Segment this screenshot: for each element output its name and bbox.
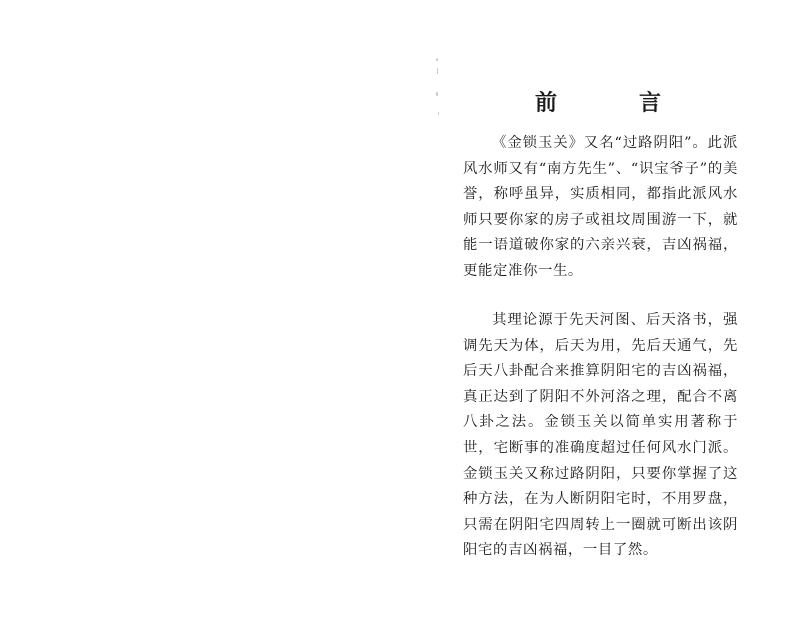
scan-mark xyxy=(438,112,439,115)
preface-paragraph-2: 其理论源于先天河图、后天洛书，强调先天为体，后天为用，先后天通气，先后天八卦配合来推算阴阳宅的吉凶祸福，真正达到了阴阳不外河洛之理，配合不离八卦之法。金锁玉关以简单实用著称于世，宅断事的准确度超过任何风水门派。金锁玉关又称过路阴阳，只要你掌握了这种方法，在为人断阴阳宅时，不用罗盘，只需在阴阳宅四周转上一圈就可断出该阴阳宅的吉凶祸福，一目了然。 xyxy=(463,312,738,559)
scan-mark xyxy=(436,92,438,96)
preface-paragraph-1: 《金锁玉关》又名“过路阴阳”。此派风水师又有“南方先生”、“识宝爷子”的美誉，称呼虽异，实质相同，都指此派风水师只要你家的房子或祖坟周围游一下，就能一语道破你家的六亲兴衰，吉凶祸福，更能定准你一生。 xyxy=(463,135,738,279)
scan-mark xyxy=(437,68,438,74)
page-title: 前 言 xyxy=(534,90,691,116)
scan-mark xyxy=(436,58,438,61)
